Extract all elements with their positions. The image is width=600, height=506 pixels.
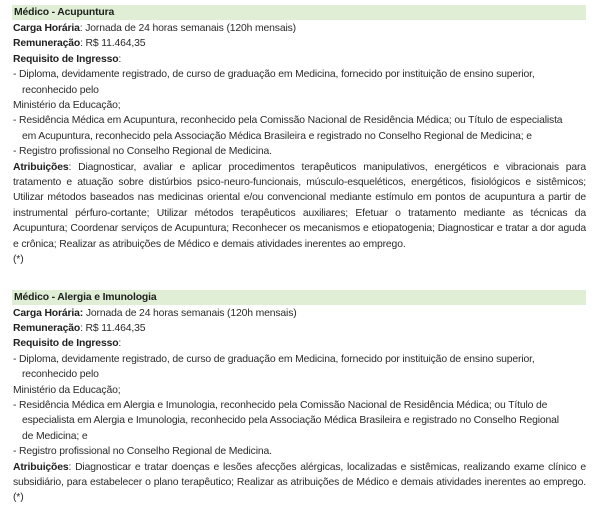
remuneracao-label: Remuneração [13, 322, 81, 334]
remuneracao-label: Remuneração [13, 38, 81, 50]
requisito-diploma-cont: reconhecido pelo [22, 369, 99, 381]
requisito-residencia: - Residência Médica em Acupuntura, reconhecido pela Comissão Nacional de Residência Médica; ou Título de especialista [13, 115, 563, 127]
carga-horaria-value: : Jornada de 24 horas semanais (120h mensais) [79, 23, 296, 34]
carga-horaria-value: Jornada de 24 horas semanais (120h mensais) [83, 307, 297, 319]
section-title: Médico - Acupuntura [12, 5, 586, 20]
requisito-diploma-ministerio: Ministério da Educação; [13, 100, 121, 112]
remuneracao-value: : R$ 11.464,35 [80, 322, 146, 334]
atribuicoes [12, 460, 586, 506]
requisito-colon: : [118, 53, 122, 65]
atribuicoes-value: : Diagnosticar e tratar doenças e lesões afecções alérgicas, localizadas e sistêmicas, realizando exame clínico e subsidiário, para estabelecer o plano terapêutico; Realizar as atribuições de Médico e demais atividades inerentes ao emprego. (*) [13, 461, 586, 504]
requisito-label: Requisito de Ingresso [13, 338, 119, 350]
remuneracao [12, 36, 586, 51]
requisito-colon: : [118, 338, 122, 350]
remuneracao [12, 321, 586, 336]
atribuicoes [12, 160, 586, 252]
requisito-diploma: - Diploma, devidamente registrado, de curso de graduação em Medicina, fornecido por instituição de ensino superior, [13, 353, 535, 365]
requisito-registro: - Registro profissional no Conselho Regional de Medicina. [13, 446, 272, 458]
requisito-residencia: - Residência Médica em Alergia e Imunologia, reconhecido pela Comissão Nacional de Residência Médica; ou Título de [13, 399, 548, 411]
requisito-diploma-cont: reconhecido pelo [22, 84, 99, 96]
requisito-registro: - Registro profissional no Conselho Regional de Medicina. [13, 146, 272, 158]
atribuicoes-label: Atribuições [13, 461, 69, 473]
requisito-residencia-cont: especialista em Alergia e Imunologia, reconhecido pela Associação Médica Brasileira e registrado no Conselho Regional [22, 415, 559, 427]
requisito-residencia-cont-2: de Medicina; e [22, 430, 88, 442]
carga-horaria-label: Carga Horária: [13, 307, 84, 319]
section-alergia-imunologia [12, 290, 586, 506]
carga-horaria-label: Carga Horária [13, 23, 80, 34]
requisito-diploma: - Diploma, devidamente registrado, de curso de graduação em Medicina, fornecido por instituição de ensino superior, [13, 69, 535, 81]
requisito-residencia-cont: em Acupuntura, reconhecido pela Associação Médica Brasileira e registrado no Conselho Regional de Medicina; e [22, 130, 532, 142]
document [12, 5, 586, 506]
requisito-label: Requisito de Ingresso [13, 53, 119, 65]
carga-horaria [12, 306, 586, 321]
requisito-ingresso [12, 336, 586, 351]
section-acupuntura [12, 5, 586, 268]
requisito-diploma-ministerio: Ministério da Educação; [13, 384, 121, 396]
remuneracao-value: : R$ 11.464,35 [80, 38, 146, 50]
section-title: Médico - Alergia e Imunologia [12, 290, 586, 305]
atribuicoes-label: Atribuições [13, 161, 69, 173]
atribuicoes-value: : Diagnosticar, avaliar e aplicar procedimentos terapêuticos manipulativos, energéticos e vibracionais para tratamento e atuação sobre distúrbios psico-neuro-funcionais, músculo-esqueléticos, energéticos, fisiológicos e sistêmicos; Utilizar métodos baseados nas medicinas oriental e/ou convencional mediante estímulo em pontos de acupuntura a partir de instrumental pérfuro-cortante; Utilizar métodos terapêuticos auxiliares; Efetuar o tratamento mediante as técnicas da Acupuntura; Coordenar serviços de Acupuntura; Reconhecer os mecanismos e etiopatogenia; Diagnosticar e tratar a dor aguda e crônica; Realizar as atribuições de Médico e demais atividades inerentes ao emprego. [13, 161, 586, 250]
carga-horaria [12, 21, 586, 36]
footnote-marker: (*) [13, 254, 24, 266]
requisito-ingresso [12, 52, 586, 67]
